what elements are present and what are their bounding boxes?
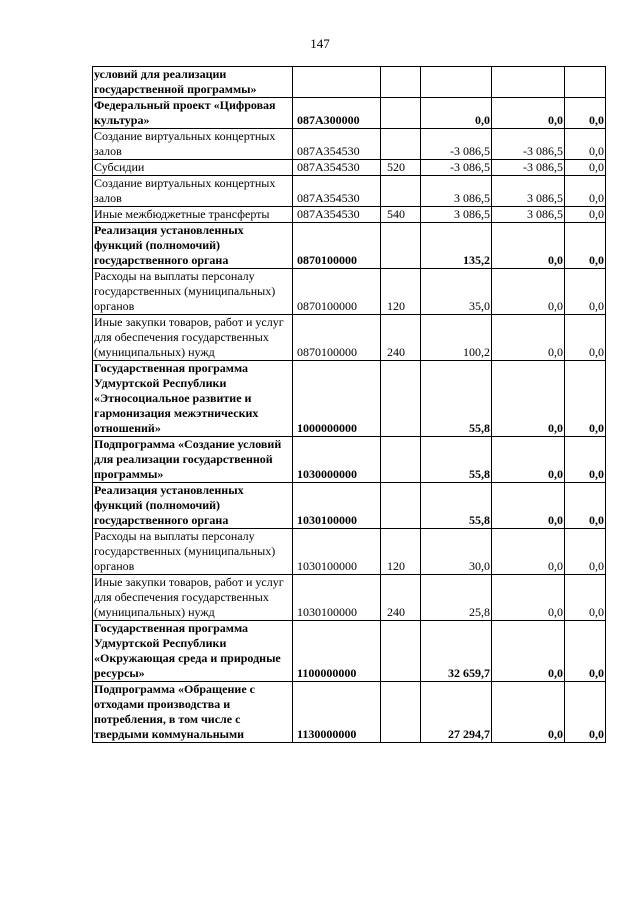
cell-name: Иные закупки товаров, работ и услуг для обеспечения государственных (муниципальных) нужд (93, 315, 293, 361)
cell-code: 0870100000 (293, 315, 381, 361)
cell-code: 1030000000 (293, 437, 381, 483)
cell-code: 1000000000 (293, 361, 381, 437)
page-number: 147 (310, 36, 330, 51)
cell-v1: 0,0 (421, 98, 492, 129)
cell-name: Расходы на выплаты персоналу государственных (муниципальных) органов (93, 529, 293, 575)
cell-v2: -3 086,5 (492, 129, 565, 160)
cell-name: Иные межбюджетные трансферты (93, 207, 293, 223)
cell-vr: 240 (381, 315, 421, 361)
cell-code: 087A354530 (293, 160, 381, 176)
cell-name: условий для реализации государственной программы» (93, 67, 293, 98)
cell-code: 087A354530 (293, 129, 381, 160)
cell-code: 1130000000 (293, 682, 381, 743)
cell-v1: 55,8 (421, 437, 492, 483)
cell-v3: 0,0 (565, 682, 606, 743)
cell-vr: 240 (381, 575, 421, 621)
cell-v1: -3 086,5 (421, 129, 492, 160)
cell-vr: 120 (381, 269, 421, 315)
cell-vr (381, 223, 421, 269)
table-row (93, 529, 606, 575)
cell-code: 1030100000 (293, 483, 381, 529)
table-row (93, 621, 606, 682)
cell-vr (381, 361, 421, 437)
cell-v1: 35,0 (421, 269, 492, 315)
cell-name: Реализация установленных функций (полномочий) государственного органа (93, 483, 293, 529)
cell-v1: 55,8 (421, 483, 492, 529)
cell-v3: 0,0 (565, 621, 606, 682)
cell-v1: 3 086,5 (421, 176, 492, 207)
cell-v3: 0,0 (565, 483, 606, 529)
cell-v1: 25,8 (421, 575, 492, 621)
cell-vr (381, 67, 421, 98)
cell-v1: 32 659,7 (421, 621, 492, 682)
cell-v2: 0,0 (492, 483, 565, 529)
cell-v3: 0,0 (565, 176, 606, 207)
cell-v3: 0,0 (565, 315, 606, 361)
table-row (93, 98, 606, 129)
table-row (93, 160, 606, 176)
cell-vr: 540 (381, 207, 421, 223)
table-row (93, 67, 606, 98)
cell-code: 087A354530 (293, 207, 381, 223)
table-row (93, 223, 606, 269)
table-row (93, 682, 606, 743)
cell-v2: 3 086,5 (492, 207, 565, 223)
cell-v2: 0,0 (492, 98, 565, 129)
table-row (93, 575, 606, 621)
cell-name: Подпрограмма «Создание условий для реализации государственной программы» (93, 437, 293, 483)
cell-vr (381, 483, 421, 529)
cell-v2: 0,0 (492, 529, 565, 575)
cell-vr (381, 682, 421, 743)
cell-name: Подпрограмма «Обращение с отходами производства и потребления, в том числе с твердыми коммунальными (93, 682, 293, 743)
cell-vr (381, 98, 421, 129)
cell-v3: 0,0 (565, 129, 606, 160)
cell-v1: -3 086,5 (421, 160, 492, 176)
cell-v3: 0,0 (565, 437, 606, 483)
cell-v2: 3 086,5 (492, 176, 565, 207)
cell-v3: 0,0 (565, 98, 606, 129)
table-row (93, 129, 606, 160)
table-row (93, 483, 606, 529)
cell-vr (381, 437, 421, 483)
cell-name: Федеральный проект «Цифровая культура» (93, 98, 293, 129)
cell-vr: 520 (381, 160, 421, 176)
cell-v1: 30,0 (421, 529, 492, 575)
table-row (93, 437, 606, 483)
cell-v2: 0,0 (492, 269, 565, 315)
table-row (93, 269, 606, 315)
cell-name: Государственная программа Удмуртской Республики «Этносоциальное развитие и гармонизация межэтнических отношений» (93, 361, 293, 437)
budget-table (92, 66, 606, 743)
cell-name: Государственная программа Удмуртской Республики «Окружающая среда и природные ресурсы» (93, 621, 293, 682)
cell-v2: 0,0 (492, 437, 565, 483)
cell-v3: 0,0 (565, 207, 606, 223)
cell-v3: 0,0 (565, 575, 606, 621)
cell-v1 (421, 67, 492, 98)
cell-v2: 0,0 (492, 315, 565, 361)
cell-v1: 100,2 (421, 315, 492, 361)
cell-name: Иные закупки товаров, работ и услуг для обеспечения государственных (муниципальных) нужд (93, 575, 293, 621)
cell-name: Расходы на выплаты персоналу государственных (муниципальных) органов (93, 269, 293, 315)
cell-code: 087A354530 (293, 176, 381, 207)
cell-code: 0870100000 (293, 223, 381, 269)
cell-code: 087A300000 (293, 98, 381, 129)
cell-code: 1030100000 (293, 575, 381, 621)
cell-v1: 135,2 (421, 223, 492, 269)
cell-v2: 0,0 (492, 621, 565, 682)
cell-v2: 0,0 (492, 682, 565, 743)
cell-name: Реализация установленных функций (полномочий) государственного органа (93, 223, 293, 269)
cell-v3: 0,0 (565, 361, 606, 437)
cell-code (293, 67, 381, 98)
cell-v3: 0,0 (565, 223, 606, 269)
cell-v3: 0,0 (565, 269, 606, 315)
cell-vr: 120 (381, 529, 421, 575)
cell-name: Субсидии (93, 160, 293, 176)
cell-vr (381, 621, 421, 682)
cell-code: 1100000000 (293, 621, 381, 682)
cell-v2 (492, 67, 565, 98)
cell-code: 1030100000 (293, 529, 381, 575)
cell-v3: 0,0 (565, 529, 606, 575)
cell-v2: -3 086,5 (492, 160, 565, 176)
cell-name: Создание виртуальных концертных залов (93, 176, 293, 207)
cell-v2: 0,0 (492, 223, 565, 269)
cell-v3: 0,0 (565, 160, 606, 176)
table-row (93, 361, 606, 437)
cell-name: Создание виртуальных концертных залов (93, 129, 293, 160)
table-row (93, 315, 606, 361)
cell-v1: 27 294,7 (421, 682, 492, 743)
cell-code: 0870100000 (293, 269, 381, 315)
table-row (93, 207, 606, 223)
cell-v3 (565, 67, 606, 98)
cell-vr (381, 176, 421, 207)
table-row (93, 176, 606, 207)
cell-v1: 55,8 (421, 361, 492, 437)
cell-vr (381, 129, 421, 160)
cell-v2: 0,0 (492, 575, 565, 621)
cell-v1: 3 086,5 (421, 207, 492, 223)
cell-v2: 0,0 (492, 361, 565, 437)
